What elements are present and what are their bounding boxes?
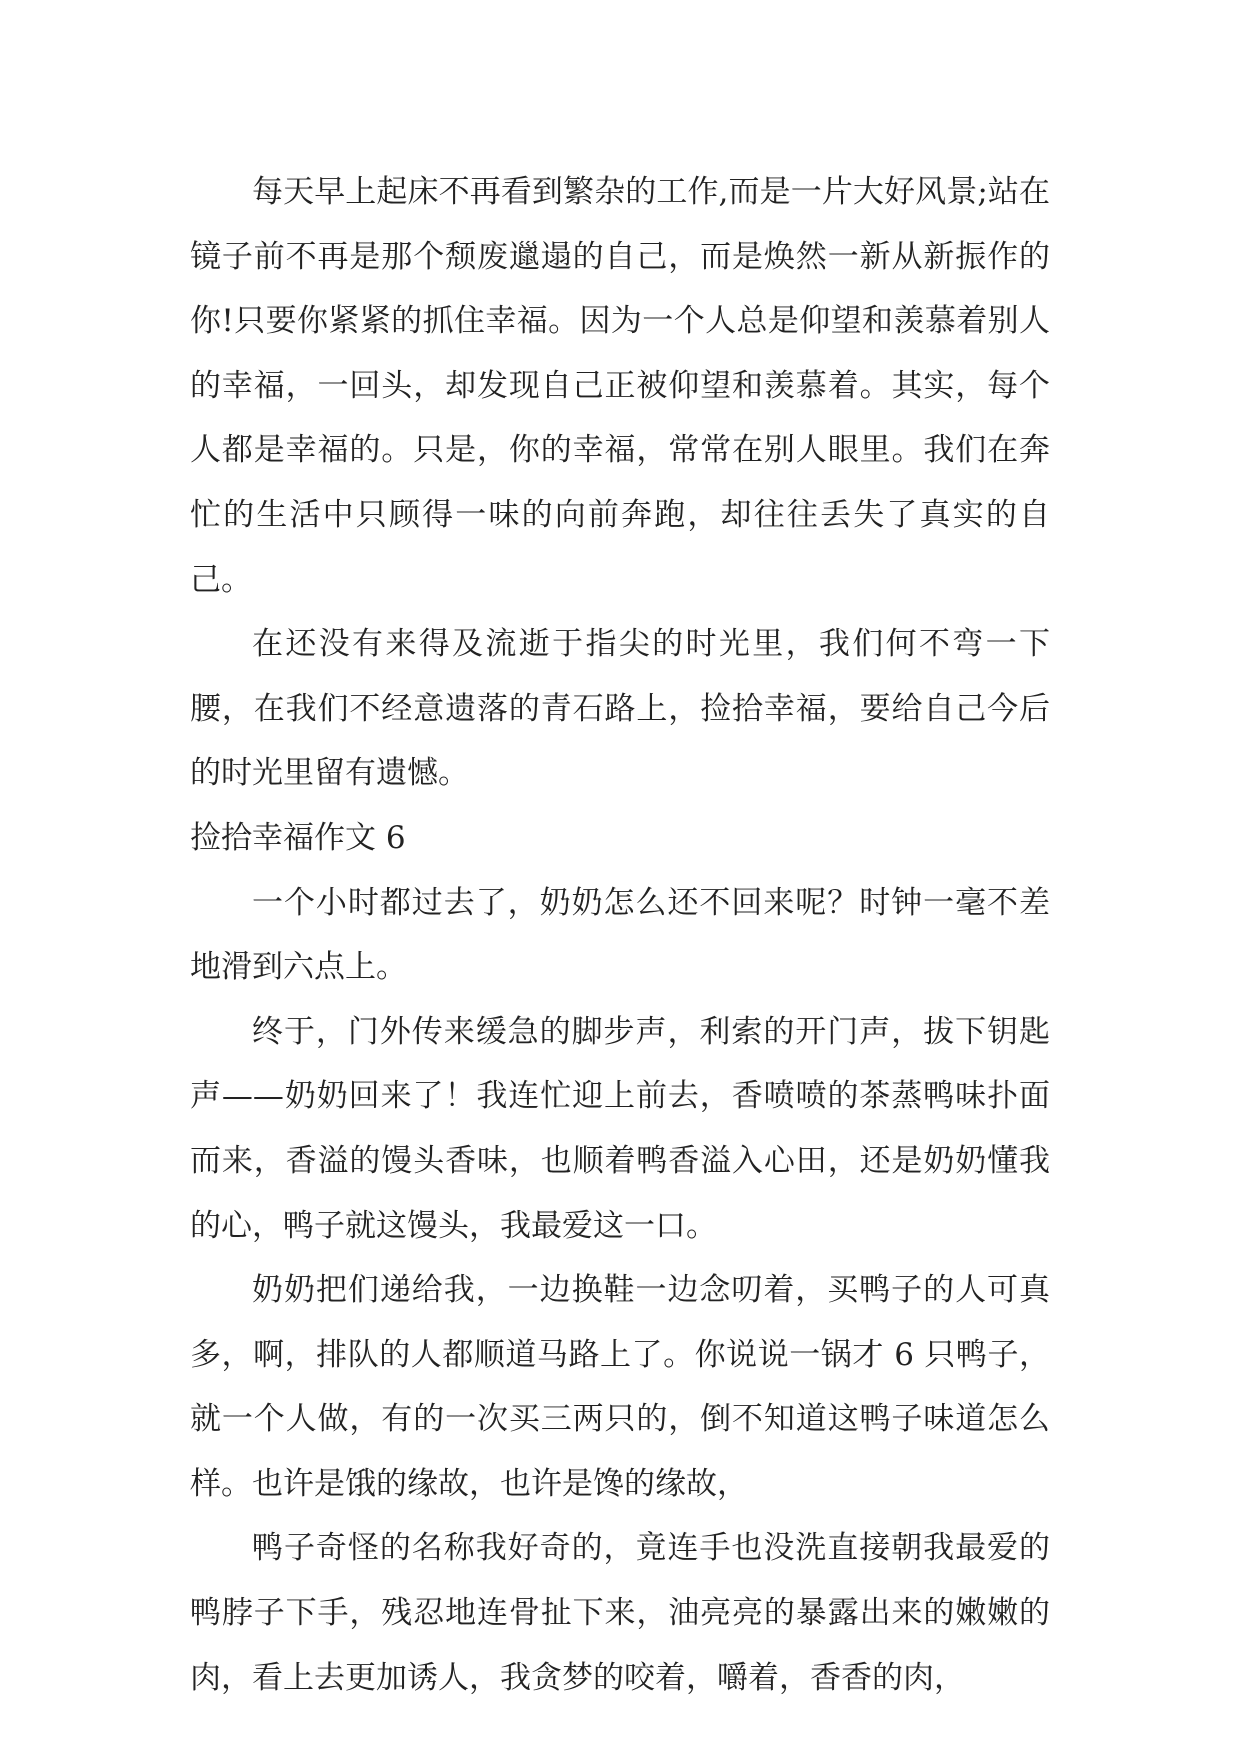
paragraph: 奶奶把们递给我，一边换鞋一边念叨着，买鸭子的人可真多，啊，排队的人都顺道马路上了。你说说一锅才 6 只鸭子，就一个人做，有的一次买三两只的，倒不知道这鸭子味道怎么样。也许是饿的缘故，也许是馋的缘故，	[190, 1272, 1050, 1502]
paragraph: 鸭子奇怪的名称我好奇的，竟连手也没洗直接朝我最爱的鸭脖子下手，残忍地连骨扯下来，油亮亮的暴露出来的嫩嫩的肉，看上去更加诱人，我贪梦的咬着，嚼着，香香的肉，	[190, 1530, 1050, 1696]
document-body	[190, 160, 1050, 1710]
paragraph: 在还没有来得及流逝于指尖的时光里，我们何不弯一下腰，在我们不经意遗落的青石路上，捡拾幸福，要给自己今后的时光里留有遗憾。	[190, 626, 1050, 792]
paragraph: 一个小时都过去了，奶奶怎么还不回来呢？时钟一毫不差地滑到六点上。	[190, 884, 1050, 986]
paragraph: 每天早上起床不再看到繁杂的工作,而是一片大好风景;站在镜子前不再是那个颓废邋遢的自己，而是焕然一新从新振作的你!只要你紧紧的抓住幸福。因为一个人总是仰望和羡慕着别人的幸福，一回头，却发现自己正被仰望和羡慕着。其实，每个人都是幸福的。只是，你的幸福，常常在别人眼里。我们在奔忙的生活中只顾得一味的向前奔跑，却往往丢失了真实的自己。	[190, 174, 1050, 598]
paragraph: 终于，门外传来缓急的脚步声，利索的开门声，拔下钥匙声——奶奶回来了！我连忙迎上前去，香喷喷的茶蒸鸭味扑面而来，香溢的馒头香味，也顺着鸭香溢入心田，还是奶奶懂我的心，鸭子就这馒头，我最爱这一口。	[190, 1013, 1050, 1244]
section-heading: 捡拾幸福作文 6	[190, 819, 406, 856]
